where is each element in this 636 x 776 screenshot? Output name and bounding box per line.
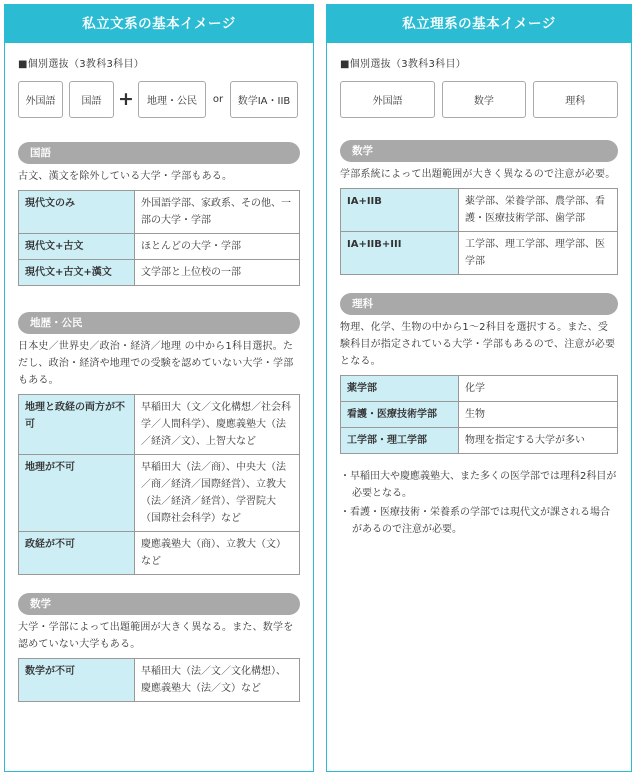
plus-icon: + bbox=[118, 88, 134, 110]
section-chireki-description: 日本史／世界史／政治・経済／地理 の中から1科目選択。ただし、政治・経済や地理での受験を認めていない大学・学部もある。 bbox=[18, 341, 294, 386]
table-value: 物理を指定する大学が多い bbox=[459, 428, 618, 454]
subject-box-foreign-language: 外国語 bbox=[340, 81, 435, 118]
table-key: 看護・医療技術学部 bbox=[341, 402, 459, 428]
rikei-selection-label: ■個別選抜（3教科3科目） bbox=[340, 59, 467, 70]
table-row bbox=[19, 532, 300, 575]
rikei-title: 私立理系の基本イメージ bbox=[327, 5, 631, 43]
chireki-table bbox=[18, 394, 300, 575]
table-value: 外国語学部、家政系、その他、一部の大学・学部 bbox=[135, 191, 300, 234]
subject-box-math: 数学 bbox=[442, 81, 525, 118]
rika-table bbox=[340, 375, 618, 454]
table-row bbox=[19, 234, 300, 260]
table-key: 地理が不可 bbox=[19, 455, 135, 532]
table-key: IA+IIB bbox=[341, 189, 459, 232]
section-kokugo-description: 古文、漢文を除外している大学・学部もある。 bbox=[18, 171, 233, 182]
section-sugaku-description: 学部系統によって出題範囲が大きく異なるので注意が必要。 bbox=[340, 169, 616, 180]
table-row bbox=[19, 260, 300, 286]
rikei-subject-row bbox=[340, 80, 618, 118]
table-row bbox=[341, 189, 618, 232]
bunkei-subject-row bbox=[18, 80, 300, 118]
table-key: 政経が不可 bbox=[19, 532, 135, 575]
table-value: 薬学部、栄養学部、農学部、看護・医療技術学部、歯学部 bbox=[459, 189, 618, 232]
table-row bbox=[341, 376, 618, 402]
table-key: 薬学部 bbox=[341, 376, 459, 402]
table-key: IA+IIB+III bbox=[341, 232, 459, 275]
or-text: or bbox=[212, 93, 224, 105]
bunkei-selection-label: ■個別選抜（3教科3科目） bbox=[18, 59, 145, 70]
table-value: 工学部、理工学部、理学部、医学部 bbox=[459, 232, 618, 275]
table-value: 文学部と上位校の一部 bbox=[135, 260, 300, 286]
table-key: 数学が不可 bbox=[19, 659, 135, 702]
section-sugaku-title: 数学 bbox=[18, 593, 300, 615]
table-value: 早稲田大（法／商）、中央大（法／商／経済／国際経営）、立教大（法／経済／経営）、学習院大（国際社会科学）など bbox=[135, 455, 300, 532]
table-row bbox=[341, 232, 618, 275]
table-key: 現代文+古文 bbox=[19, 234, 135, 260]
subject-box-foreign-language: 外国語 bbox=[18, 81, 63, 118]
section-sugaku-title: 数学 bbox=[340, 140, 618, 162]
table-value: 慶應義塾大（商）、立教大（文）など bbox=[135, 532, 300, 575]
table-value: 早稲田大（法／文／文化構想）、慶應義塾大（法／文）など bbox=[135, 659, 300, 702]
list-item: ・看護・医療技術・栄養系の学部では現代文が課される場合があるので注意が必要。 bbox=[340, 507, 610, 535]
table-row bbox=[19, 395, 300, 455]
list-item: ・早稲田大や慶應義塾大、また多くの医学部では理科2科目が必要となる。 bbox=[340, 471, 617, 499]
table-value: 化学 bbox=[459, 376, 618, 402]
table-value: 早稲田大（文／文化構想／社会科学／人間科学）、慶應義塾大（法／経済／文）、上智大など bbox=[135, 395, 300, 455]
table-row bbox=[19, 455, 300, 532]
table-value: ほとんどの大学・学部 bbox=[135, 234, 300, 260]
table-row bbox=[19, 191, 300, 234]
subject-box-math: 数学IA・IIB bbox=[230, 81, 298, 118]
notes-list bbox=[340, 468, 618, 538]
table-key: 現代文のみ bbox=[19, 191, 135, 234]
section-chireki-title: 地歴・公民 bbox=[18, 312, 300, 334]
subject-box-geo-civics: 地理・公民 bbox=[138, 81, 206, 118]
table-row bbox=[341, 402, 618, 428]
table-key: 地理と政経の両方が不可 bbox=[19, 395, 135, 455]
table-value: 生物 bbox=[459, 402, 618, 428]
section-sugaku-description: 大学・学部によって出題範囲が大きく異なる。また、数学を認めていない大学もある。 bbox=[18, 622, 294, 650]
table-key: 現代文+古文+漢文 bbox=[19, 260, 135, 286]
kokugo-table bbox=[18, 190, 300, 286]
bunkei-title: 私立文系の基本イメージ bbox=[5, 5, 313, 43]
rikei-panel bbox=[326, 4, 632, 772]
section-rika-title: 理科 bbox=[340, 293, 618, 315]
subject-box-science: 理科 bbox=[533, 81, 618, 118]
section-rika-description: 物理、化学、生物の中から1～2科目を選択する。また、受験科目が指定されている大学・学部もあるので、注意が必要となる。 bbox=[340, 322, 616, 367]
sugaku-table bbox=[18, 658, 300, 702]
table-key: 工学部・理工学部 bbox=[341, 428, 459, 454]
rikei-sugaku-table bbox=[340, 188, 618, 275]
table-row bbox=[341, 428, 618, 454]
bunkei-panel bbox=[4, 4, 314, 772]
section-kokugo-title: 国語 bbox=[18, 142, 300, 164]
table-row bbox=[19, 659, 300, 702]
subject-box-japanese: 国語 bbox=[69, 81, 114, 118]
